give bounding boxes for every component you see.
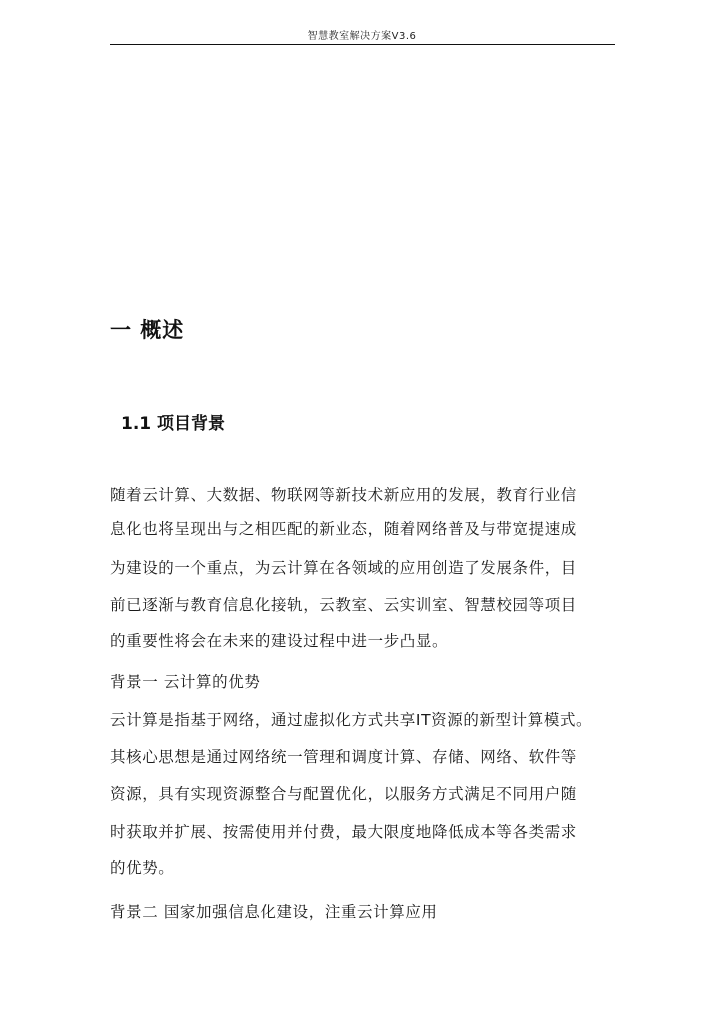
page-header-title: 智慧教室解决方案V3.6 xyxy=(307,31,417,42)
paragraph-line: 其核心思想是通过网络统一管理和调度计算、存储、网络、软件等 xyxy=(110,748,577,766)
subheading-line: 背景二 国家加强信息化建设，注重云计算应用 xyxy=(110,903,438,921)
chapter-heading: 一 概述 xyxy=(110,318,185,342)
section-heading: 1.1 项目背景 xyxy=(121,414,226,434)
paragraph-line: 息化也将呈现出与之相匹配的新业态，随着网络普及与带宽提速成 xyxy=(110,520,577,538)
paragraph-line: 时获取并扩展、按需使用并付费，最大限度地降低成本等各类需求 xyxy=(110,823,577,841)
paragraph-line: 为建设的一个重点，为云计算在各领域的应用创造了发展条件，目 xyxy=(110,559,577,577)
paragraph-line: 的重要性将会在未来的建设过程中进一步凸显。 xyxy=(110,632,449,650)
paragraph-line: 资源，具有实现资源整合与配置优化，以服务方式满足不同用户随 xyxy=(110,785,577,803)
paragraph-line: 前已逐渐与教育信息化接轨，云教室、云实训室、智慧校园等项目 xyxy=(110,596,577,614)
paragraph-line: 随着云计算、大数据、物联网等新技术新应用的发展，教育行业信 xyxy=(110,486,577,504)
subheading-line: 背景一 云计算的优势 xyxy=(110,673,261,691)
paragraph-line: 云计算是指基于网络，通过虚拟化方式共享IT资源的新型计算模式。 xyxy=(110,711,593,729)
header-divider xyxy=(110,44,615,45)
paragraph-line: 的优势。 xyxy=(110,859,175,877)
